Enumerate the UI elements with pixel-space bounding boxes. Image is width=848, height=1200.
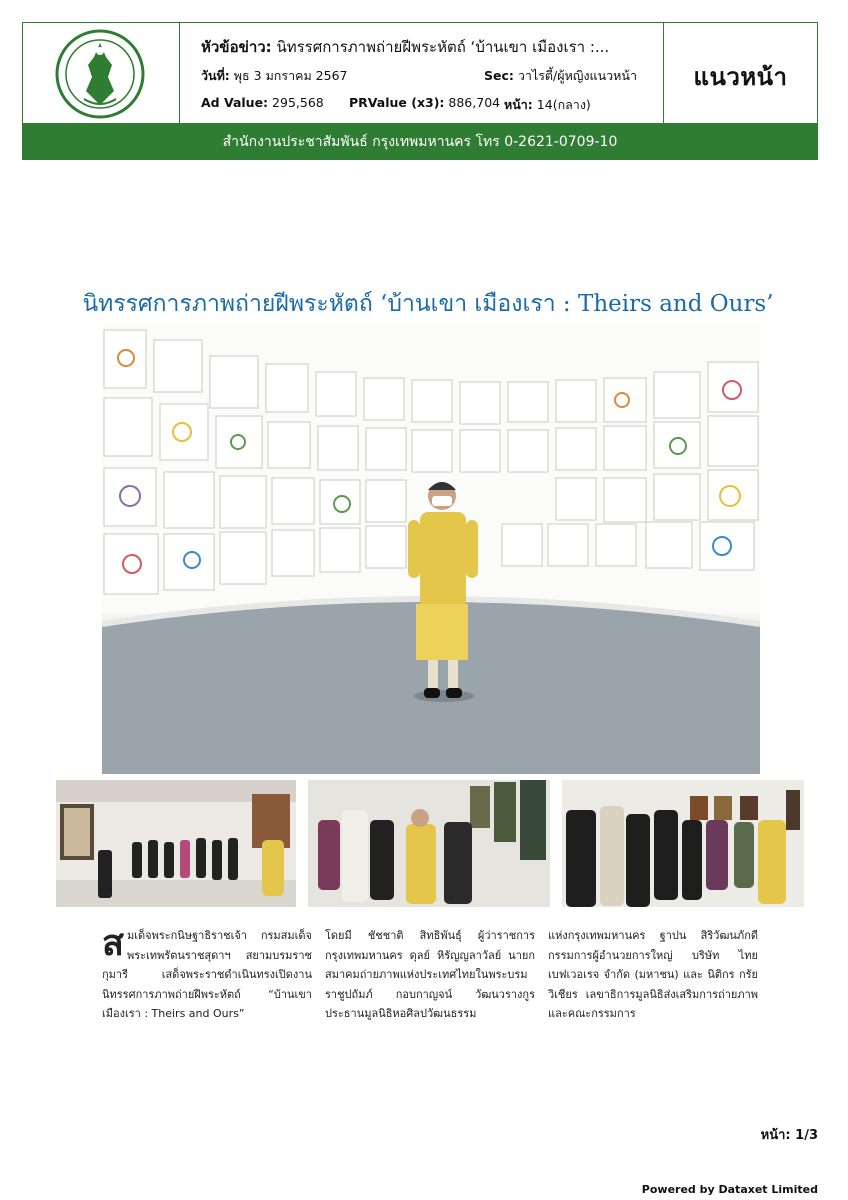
ad-value-label: Ad Value: [201,95,269,110]
news-title-label: หัวข้อข่าว: [201,38,272,56]
photo-official-group [562,780,804,907]
article-column-1 [102,923,312,1024]
newspaper-name: แนวหน้า [693,63,788,91]
photo-gallery-visitors [56,780,296,907]
ad-value: 295,568 [272,95,324,110]
photo-viewing-artwork [308,780,550,907]
date-row [201,66,348,86]
pr-value: 886,704 [448,95,501,110]
page-value: 14(กลาง) [536,97,591,112]
article-text-2: โดยมี ชัชชาติ สิทธิพันธุ์ ผู้ว่าราชการกรุงเทพมหานคร ดุลย์ หิรัญญลาวัลย์ นายกสมาคมถ่ายภาพแห่งประเทศไทยในพระบรมราชูปถัมภ์ กอบกาญจน์ วัฒนวรางกูร ประธานมูลนิธิหอศิลปวัฒนธรรม [325,929,535,1020]
pr-value-label: PRValue (x3): [349,95,445,110]
info-cell [179,23,664,123]
news-title-row [201,35,656,59]
news-title-value: นิทรรศการภาพถ่ายฝีพระหัตถ์ ‘บ้านเขา เมืองเรา :... [276,38,610,56]
article-headline: นิทรรศการภาพถ่ายฝีพระหัตถ์ ‘บ้านเขา เมืองเรา : Theirs and Ours’ [82,291,774,317]
section-value: วาไรตี้/ผู้หญิงแนวหน้า [517,68,637,83]
article-text-3: แห่งกรุงเทพมหานคร ฐาปน สิริวัฒนภักดี กรรมการผู้อำนวยการใหญ่ บริษัท ไทยเบฟเวอเรจ จำกัด (มหาชน) และ นิติกร กรัยวิเชียร เลขาธิการมูลนิธิส่งเสริมการถ่ายภาพ และคณะกรรมการ [548,929,758,1020]
powered-by: Powered by Dataxet Limited [641,1183,818,1196]
page-label: หน้า: [504,97,533,112]
pr-value-row [349,95,500,110]
newspaper-cell [664,23,817,123]
article-column-2 [325,926,535,1024]
ad-value-row [201,95,324,110]
section-label: Sec: [484,68,514,83]
bangkok-seal-logo [54,29,146,119]
main-photo [102,324,760,774]
page-number: หน้า: 1/3 [760,1128,818,1143]
drop-cap: ส [102,923,124,964]
section-row [484,66,637,86]
date-value: พุธ 3 มกราคม 2567 [233,68,348,83]
clipping-header [22,22,818,124]
article-column-3 [548,926,758,1024]
logo-cell [23,23,180,123]
article-text-1: มเด็จพระกนิษฐาธิราชเจ้า กรมสมเด็จพระเทพรัตนราชสุดาฯ สยามบรมราชกุมารี เสด็จพระราชดำเนินทรงเปิดงานนิทรรศการภาพถ่ายฝีพระหัตถ์ “บ้านเขา เมืองเรา : Theirs and Ours” [102,929,312,1020]
date-label: วันที่: [201,68,230,83]
page-row [504,95,591,115]
contact-banner: สำนักงานประชาสัมพันธ์ กรุงเทพมหานคร โทร 0-2621-0709-10 [22,124,818,160]
